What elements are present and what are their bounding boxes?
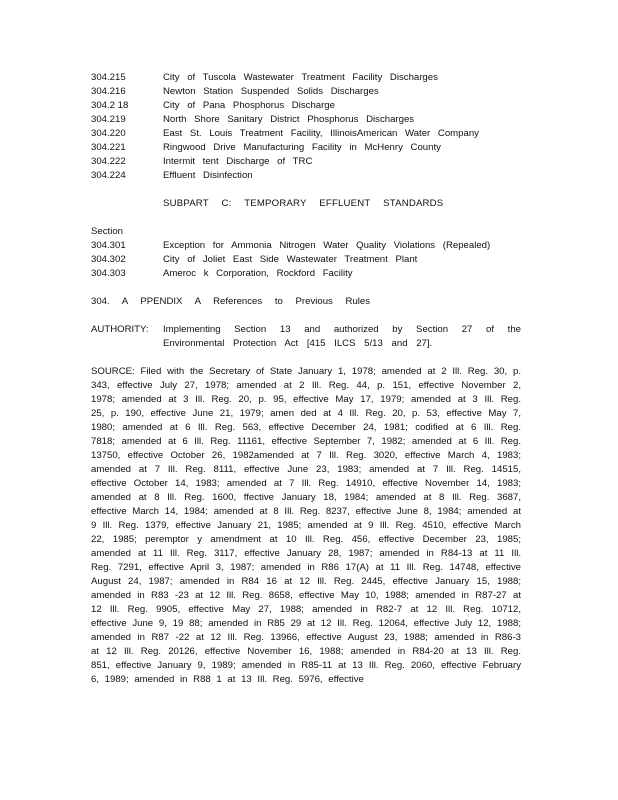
authority-text: Implementing Section 13 and authorized by Section 27 of the Environmental Protection Act [415 ILCS 5/13 and 27]. bbox=[163, 324, 521, 349]
section-number: 304.222 bbox=[91, 156, 126, 167]
source-paragraph: SOURCE: Filed with the Secretary of State January 1, 1978; amended at 2 Ill. Reg. 30, p. 343, effective July 27, 1978; amended at 2 Ill. Reg. 44, p. 151, effective November 2, 1978; amended at 3 Ill. Reg. 20, p. 95, effective May 17, 1979; amended at 3 Ill. Reg. 25, p. 190, effective June 21, 1979; amen ded at 4 Ill. Reg. 20, p. 53, effective May 7, 1980; amended at 6 Ill. Reg. 563, effective December 24, 1981; codified at 6 Ill. Reg. 7818; amended at 6 Ill. Reg. 11161, effective September 7, 1982; amended at 6 Ill. Reg. 13750, effective October 26, 1982amended at 7 Ill. Reg. 3020, effective March 4, 1983; amended at 7 Ill. Reg. 8111, effective June 23, 1983; amended at 7 Ill. Reg. 14515, effective October 14, 1983; amended at 7 Ill. Reg. 14910, effective November 14, 1983; amended at 8 Ill. Reg. 1600, ffective January 18, 1984; amended at 8 Ill. Reg. 3687, effective March 14, 1984; amended at 8 Ill. Reg. 8237, effective June 8, 1984; amended at 9 Ill. Reg. 1379, effective January 21, 1985; amended at 9 Ill. Reg. 4510, effective March 22, 1985; peremptor y amendment at 10 Ill. Reg. 456, effective December 23, 1985; amended at 11 Ill. Reg. 3117, effective January 28, 1987; amended in R84-13 at 11 Ill. Reg. 7291, effective April 3, 1987; amended in R86 17(A) at 11 Ill. Reg. 14748, effective August 24, 1987; amended in R84 16 at 12 Ill. Reg. 2445, effective January 15, 1988; amended in R83 -23 at 12 Ill. Reg. 8658, effective May 10, 1988; amended in R87-27 at 12 Ill. Reg. 9905, effective May 27, 1988; amended in R82-7 at 12 Ill. Reg. 10712, effective June 9, 19 88; amended in R85 29 at 12 Ill. Reg. 12064, effective July 12, 1988; amended in R87 -22 at 12 Ill. Reg. 13966, effective August 23, 1988; amended in R86-3 at 12 Ill. Reg. 20126, effective November 16, 1988; amended in R84-20 at 13 Ill. Reg. 851, effective January 9, 1989; amended in R85-11 at 13 Ill. Reg. 2060, effective February 6, 1989; amended in R88 1 at 13 Ill. Reg. 5976, effective bbox=[91, 366, 521, 685]
toc-row bbox=[91, 267, 521, 281]
section-number: 304.224 bbox=[91, 170, 126, 181]
section-number: 304.216 bbox=[91, 86, 126, 97]
section-title: Newton Station Suspended Solids Discharges bbox=[163, 86, 379, 97]
toc-row bbox=[91, 99, 521, 113]
toc-row bbox=[91, 127, 521, 141]
toc-row bbox=[91, 71, 521, 85]
section-number: 304.301 bbox=[91, 240, 126, 251]
section-number: 304.2 18 bbox=[91, 100, 129, 111]
toc-list-subpart-c bbox=[91, 239, 521, 281]
section-label: Section bbox=[91, 226, 123, 237]
toc-row bbox=[91, 113, 521, 127]
authority-label: AUTHORITY: bbox=[91, 324, 149, 335]
section-title: East St. Louis Treatment Facility, IllinoisAmerican Water Company bbox=[163, 128, 479, 139]
toc-row bbox=[91, 155, 521, 169]
section-number: 304.220 bbox=[91, 128, 126, 139]
section-number: 304.302 bbox=[91, 254, 126, 265]
toc-row bbox=[91, 169, 521, 183]
appendix-line: 304. A PPENDIX A References to Previous Rules bbox=[91, 296, 371, 307]
section-title: Exception for Ammonia Nitrogen Water Quality Violations (Repealed) bbox=[163, 240, 491, 251]
section-number: 304.303 bbox=[91, 268, 126, 279]
document-page bbox=[91, 71, 521, 687]
section-title: Effluent Disinfection bbox=[163, 170, 253, 181]
section-title: City of Joliet East Side Wastewater Treatment Plant bbox=[163, 254, 418, 265]
toc-row bbox=[91, 85, 521, 99]
section-number: 304.221 bbox=[91, 142, 126, 153]
section-title: Intermit tent Discharge of TRC bbox=[163, 156, 313, 167]
subpart-heading: SUBPART C: TEMPORARY EFFLUENT STANDARDS bbox=[163, 198, 444, 209]
section-title: City of Tuscola Wastewater Treatment Facility Discharges bbox=[163, 72, 438, 83]
section-title: Ringwood Drive Manufacturing Facility in McHenry County bbox=[163, 142, 441, 153]
toc-row bbox=[91, 239, 521, 253]
authority-block bbox=[91, 323, 521, 351]
toc-row bbox=[91, 141, 521, 155]
section-number: 304.215 bbox=[91, 72, 126, 83]
section-title: Ameroc k Corporation, Rockford Facility bbox=[163, 268, 353, 279]
toc-list-top bbox=[91, 71, 521, 183]
section-number: 304.219 bbox=[91, 114, 126, 125]
toc-row bbox=[91, 253, 521, 267]
section-title: North Shore Sanitary District Phosphorus Discharges bbox=[163, 114, 415, 125]
section-title: City of Pana Phosphorus Discharge bbox=[163, 100, 335, 111]
